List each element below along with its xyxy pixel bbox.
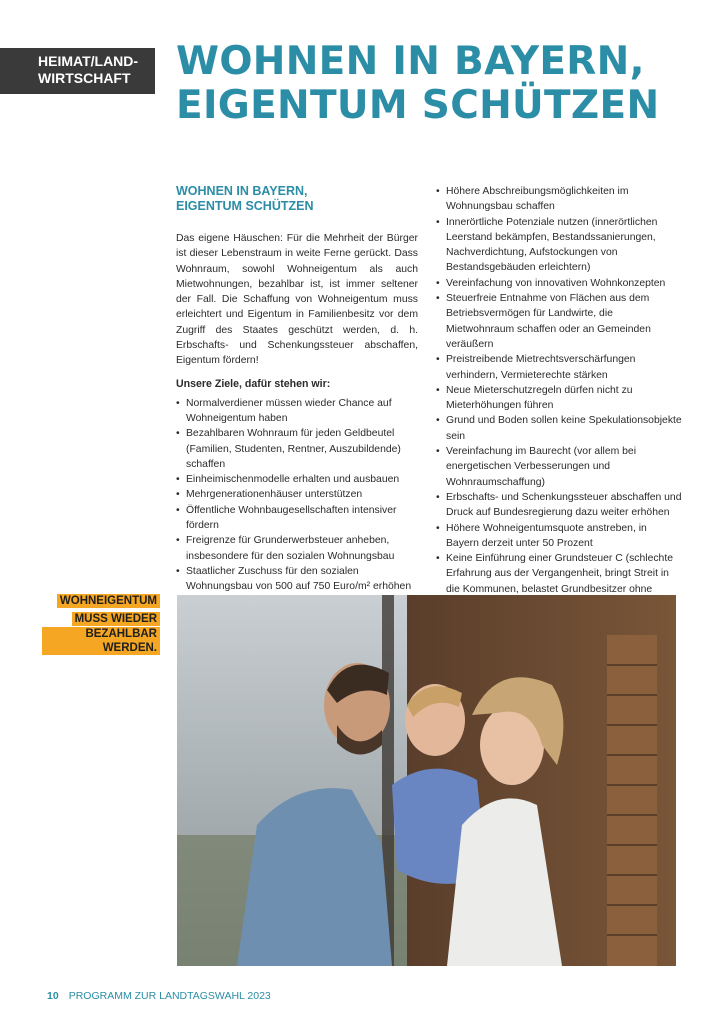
pull-quote-line: WOHNEIGENTUM xyxy=(57,594,160,608)
goal-item: • Keine Einführung einer Grundsteuer C (schlechte Erfahrung aus der Vergangenheit, bringt Streit in die Kommunen, belastet Grundbesitzer ohne xyxy=(436,551,682,627)
section-tag xyxy=(0,48,155,94)
goal-item: • Höhere Wohneigentumsquote anstreben, in Bayern derzeit unter 50 Prozent xyxy=(436,521,682,552)
left-column xyxy=(176,184,418,595)
goal-item: • Bezahlbaren Wohnraum für jeden Geldbeutel (Familien, Studenten, Rentner, Auszubildende) schaffen xyxy=(176,426,418,472)
goal-item: • Neue Mieterschutzregeln dürfen nicht zu Mieterhöhungen führen xyxy=(436,383,682,414)
intro-paragraph: Das eigene Häuschen: Für die Mehrheit der Bürger ist dieser Lebenstraum in weite Ferne gerückt. Dass Wohnraum, sowohl Wohneigentum als auch Mietwohnungen, bezahlbar ist, ist immer seltener der Fall. Die Schaffung von Wohneigentum muss erleichtert und Eigentum in Familienbesitz vor dem Zugriff des Staates geschützt werden, d. h. Erbschafts- und Schenkungssteuer abschaffen, Eigentum fördern! xyxy=(176,233,418,367)
goal-item: • Normalverdiener müssen wieder Chance auf Wohneigentum haben xyxy=(176,396,418,427)
goals-list-left xyxy=(176,396,418,595)
family-photo xyxy=(177,595,676,966)
section-tag-line: WIRTSCHAFT xyxy=(38,70,131,86)
goal-item: • Höhere Abschreibungsmöglichkeiten im Wohnungsbau schaffen xyxy=(436,184,682,215)
footer-text: PROGRAMM ZUR LANDTAGSWAHL 2023 xyxy=(68,990,271,1002)
pull-quote-line: BEZAHLBAR WERDEN. xyxy=(42,627,160,655)
goal-item: • Vereinfachung von innovativen Wohnkonzepten xyxy=(436,276,682,291)
goals-heading: Unsere Ziele, dafür stehen wir: xyxy=(176,377,331,390)
goal-item: • Öffentliche Wohnbaugesellschaften intensiver fördern xyxy=(176,503,418,534)
pull-quote xyxy=(42,591,160,656)
goals-list-right xyxy=(436,184,682,628)
goal-item: • Einheimischenmodelle erhalten und ausbauen xyxy=(176,472,418,487)
goal-item: • Preistreibende Mietrechtsverschärfungen verhindern, Vermieterechte stärken xyxy=(436,352,682,383)
goal-item: • Erbschafts- und Schenkungssteuer abschaffen und Druck auf Bundesregierung dazu weiter erhöhen xyxy=(436,490,682,521)
sub-heading-line: EIGENTUM SCHÜTZEN xyxy=(176,199,314,213)
pull-quote-line: MUSS WIEDER xyxy=(72,612,160,626)
goal-item: • Vereinfachung im Baurecht (vor allem bei energetischen Verbesserungen und Wohnraumschaffung) xyxy=(436,444,682,490)
page-number: 10 xyxy=(47,990,59,1002)
page-footer xyxy=(47,990,271,1002)
page-title-line: WOHNEN IN BAYERN, xyxy=(176,39,645,84)
family-photo-illustration xyxy=(177,595,676,966)
page-title xyxy=(176,40,659,128)
goal-item: • Freigrenze für Grunderwerbsteuer anheben, insbesondere für den sozialen Wohnungsbau xyxy=(176,533,418,564)
page-title-line: EIGENTUM SCHÜTZEN xyxy=(176,83,660,128)
sub-heading xyxy=(176,184,418,214)
goal-item: • Innerörtliche Potenziale nutzen (innerörtlichen Leerstand bekämpfen, Bestandssanierungen, Nachverdichtung, Aufstockungen von Bestandsgebäuden erleichtern) xyxy=(436,215,682,276)
section-tag-line: HEIMAT/LAND- xyxy=(38,53,139,69)
goal-item: • Staatlicher Zuschuss für den sozialen Wohnungsbau von 500 auf 750 Euro/m² erhöhen xyxy=(176,564,418,595)
goal-item: • Grund und Boden sollen keine Spekulationsobjekte sein xyxy=(436,413,682,444)
sub-heading-line: WOHNEN IN BAYERN, xyxy=(176,184,308,198)
goal-item: • Steuerfreie Entnahme von Flächen aus dem Betriebsvermögen für Landwirte, die Mietwohnraum schaffen oder an Gemeinden veräußern xyxy=(436,291,682,352)
goal-item: • Mehrgenerationenhäuser unterstützen xyxy=(176,487,418,502)
right-column xyxy=(436,184,682,628)
